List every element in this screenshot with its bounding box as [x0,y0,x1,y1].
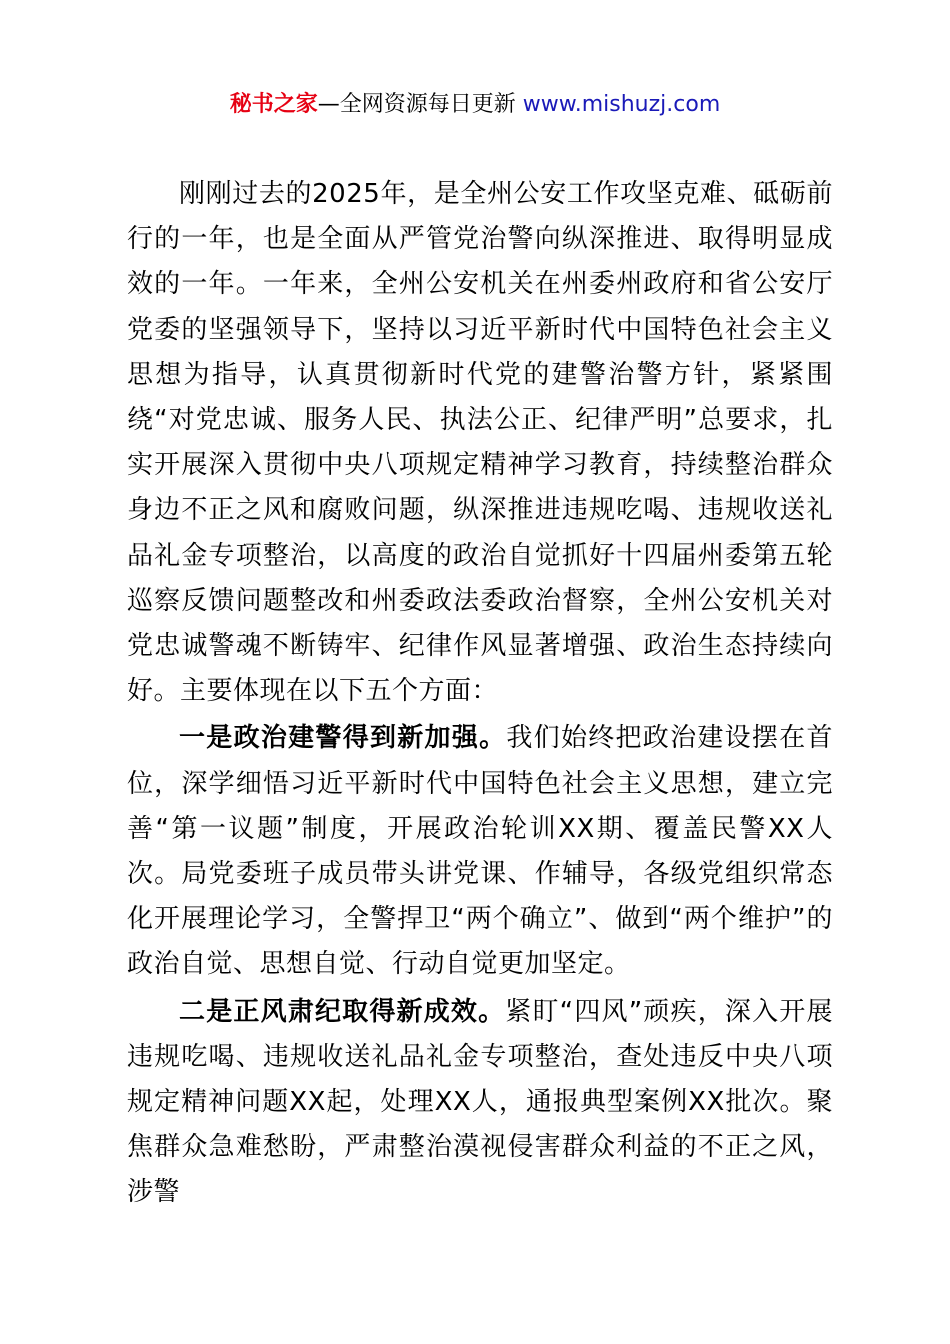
brand-name: 秘书之家 [229,92,318,117]
paragraph-text: 刚刚过去的2025年，是全州公安工作攻坚克难、砥砺前行的一年，也是全面从严管党治警向纵深推进、取得明显成效的一年。一年来，全州公安机关在州委州政府和省公安厅党委的坚强领导下，坚持以习近平新时代中国特色社会主义思想为指导，认真贯彻新时代党的建警治警方针，紧紧围绕“对党忠诚、服务人民、执法公正、纪律严明”总要求，扎实开展深入贯彻中央八项规定精神学习教育，持续整治群众身边不正之风和腐败问题，纵深推进违规吃喝、违规收送礼品礼金专项整治，以高度的政治自觉抓好十四届州委第五轮巡察反馈问题整改和州委政法委政治督察，全州公安机关对党忠诚警魂不断铸牢、纪律作风显著增强、政治生态持续向好。主要体现在以下五个方面： [127,179,833,707]
paragraph-text: 我们始终把政治建设摆在首位，深学细悟习近平新时代中国特色社会主义思想，建立完善“第一议题”制度，开展政治轮训XX期、覆盖民警XX人次。局党委班子成员带头讲党课、作辅导，各级党组织常态化开展理论学习，全警捍卫“两个确立”、做到“两个维护”的政治自觉、思想自觉、行动自觉更加坚定。 [127,723,833,980]
section-paragraph-discipline [127,990,833,1216]
site-url-link[interactable]: www.mishuzj.com [522,92,721,117]
paragraph-text: 紧盯“四风”顽疾，深入开展违规吃喝、违规收送礼品礼金专项整治，查处违反中央八项规定精神问题XX起，处理XX人，通报典型案例XX批次。聚焦群众急难愁盼，严肃整治漠视侵害群众利益的不正之风，涉警 [127,996,833,1208]
document-body [127,172,833,1216]
paragraph-lead: 一是政治建警得到新加强。 [179,723,507,754]
section-paragraph-political [127,716,833,987]
site-header [0,90,950,120]
site-slogan: —全网资源每日更新 [317,92,516,117]
intro-paragraph [127,172,833,714]
paragraph-lead: 二是正风肃纪取得新成效。 [179,996,506,1027]
